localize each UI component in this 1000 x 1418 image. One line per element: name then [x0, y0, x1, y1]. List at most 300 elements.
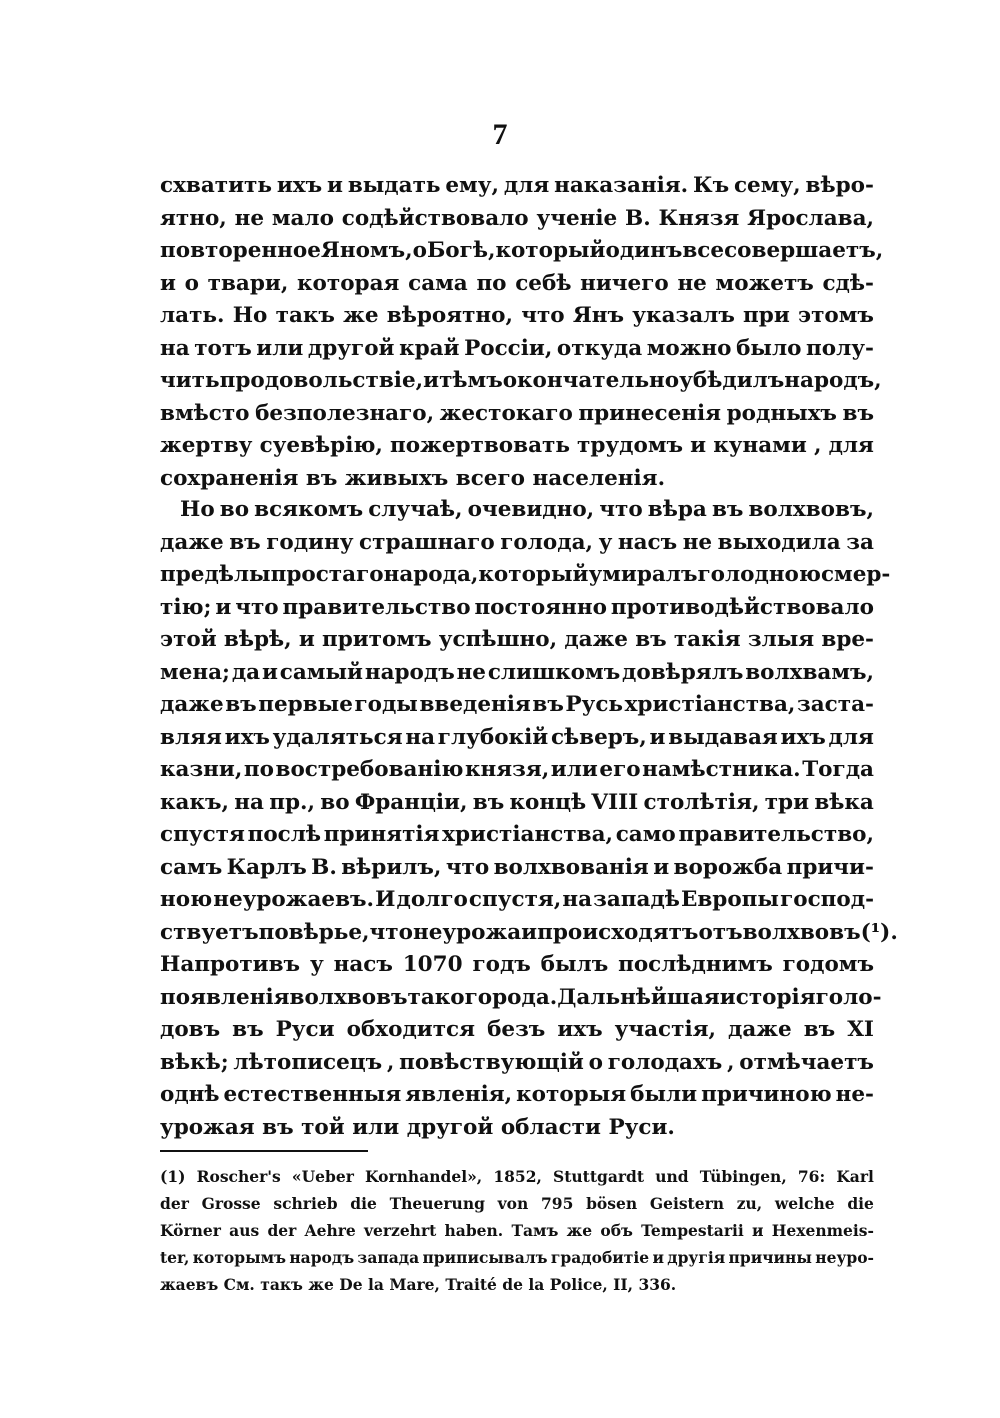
word: ною [160, 887, 213, 912]
word: на [405, 724, 436, 750]
word: въ [803, 1017, 836, 1042]
word: народа, [383, 562, 479, 587]
word: какъ, [160, 789, 229, 815]
word: объ [600, 1221, 633, 1240]
text-line [160, 787, 874, 820]
word: la [528, 1275, 550, 1294]
text-line [160, 398, 874, 431]
word: полу- [806, 335, 874, 361]
word: жестокаго [439, 400, 573, 426]
word: наказанія. [554, 173, 689, 198]
word: себѣ [515, 270, 572, 296]
word: довѣрялъ [622, 659, 744, 685]
word: годину [266, 529, 354, 555]
word: повѣствующій [399, 1049, 584, 1075]
word: сѣверъ, [550, 724, 647, 750]
word: что [235, 594, 279, 620]
word: постоянно [474, 594, 607, 620]
word: , [727, 1049, 735, 1075]
word: трудомъ [577, 433, 684, 458]
word: В. [625, 205, 651, 231]
word: und [655, 1167, 689, 1186]
word: VIII [591, 789, 639, 815]
word: на [160, 335, 190, 361]
word: исторія [719, 984, 816, 1010]
word: повѣрье, [258, 919, 370, 945]
word: первые [258, 692, 353, 717]
word: и [752, 1221, 764, 1240]
word: сдѣ- [822, 270, 874, 296]
word: народъ, [784, 368, 882, 393]
word: голо- [815, 984, 882, 1010]
text-line [160, 1079, 874, 1112]
paragraph-2 [160, 494, 898, 1144]
word: Tübingen, [699, 1167, 787, 1186]
word: противодѣйствовало [610, 594, 874, 620]
footnote-line [160, 1271, 874, 1298]
word: Карлъ [226, 854, 307, 880]
word: Руси [275, 1017, 335, 1042]
word: слишкомъ [487, 659, 621, 685]
word: , [813, 433, 822, 458]
word: области [500, 1114, 609, 1140]
word: bösen [586, 1194, 638, 1213]
word: и [690, 433, 707, 458]
word: все [682, 238, 725, 263]
word: 76: [797, 1167, 826, 1186]
word: для [503, 173, 550, 198]
word: тію; [160, 594, 212, 620]
word: haben. [444, 1221, 504, 1240]
word: der [160, 1194, 189, 1213]
word: этомъ [798, 303, 874, 328]
word: безъ [487, 1017, 546, 1042]
word: вѣрилъ, [341, 854, 442, 880]
word: Traité [445, 1275, 503, 1294]
text-line [160, 365, 882, 398]
word: лѣтописецъ [233, 1049, 383, 1075]
word: принятія [323, 822, 440, 847]
word: пр., [269, 789, 315, 815]
word: ter, [160, 1248, 190, 1267]
word: концѣ [509, 789, 587, 815]
text-line [160, 430, 874, 463]
word: появленія [160, 984, 290, 1010]
word: ихъ [780, 724, 826, 750]
word: схватить [160, 173, 272, 198]
word: Kornhandel», [365, 1167, 483, 1186]
word: за [846, 529, 874, 555]
word: успѣшно, [438, 627, 558, 652]
text-line [160, 819, 874, 852]
text-line [160, 527, 874, 560]
word: волхвовъ [289, 984, 408, 1010]
word: три [764, 789, 810, 815]
word: князя, [464, 757, 550, 782]
text-line [160, 1047, 874, 1080]
word: обходится [346, 1017, 476, 1042]
text-line [160, 754, 874, 787]
text-line [160, 982, 882, 1015]
word: причиною [701, 1082, 832, 1107]
word: повторенное [160, 238, 321, 263]
word: на [562, 887, 593, 912]
word: и [649, 724, 666, 750]
word: Karl [836, 1167, 874, 1186]
word: участія, [614, 1017, 717, 1042]
text-line [160, 170, 874, 203]
word: De [339, 1275, 368, 1294]
word: волхвовъ, [748, 497, 874, 522]
word: приписывалъ [422, 1248, 548, 1267]
word: Grosse [201, 1194, 261, 1213]
word: столѣтія, [643, 789, 760, 815]
word: жаевъ [160, 1275, 224, 1294]
page-number: 7 [492, 118, 508, 151]
word: Tempestarii [641, 1221, 744, 1240]
text-line [160, 333, 874, 366]
word: Къ [693, 173, 730, 198]
word: послѣднимъ [618, 952, 773, 977]
word: (¹). [860, 919, 898, 945]
word: на [234, 789, 264, 815]
word: сохраненія [160, 465, 306, 491]
word: и [160, 270, 176, 296]
word: чить [160, 368, 220, 393]
word: въ [635, 627, 667, 652]
word: же [566, 1221, 593, 1240]
word: не [682, 529, 713, 555]
word: Богѣ, [426, 238, 496, 263]
word: 795 [541, 1194, 574, 1213]
word: ихъ [557, 1017, 603, 1042]
word: совершаетъ, [724, 238, 884, 263]
word: и [261, 659, 278, 685]
word: содѣйствовало [341, 205, 529, 231]
word: всего [455, 465, 533, 491]
word: само [615, 822, 676, 847]
word: и [326, 173, 343, 198]
word: zu, [736, 1194, 763, 1213]
text-line [160, 1112, 874, 1145]
word: при [743, 303, 790, 328]
word: Geistern [649, 1194, 725, 1213]
word: Напротивъ [160, 952, 301, 977]
word: безполезнаго, [255, 400, 435, 426]
text-line [160, 884, 874, 917]
word: правительство, [678, 822, 874, 847]
word: ничего [580, 270, 669, 296]
word: другой [307, 335, 395, 361]
word: die [847, 1194, 874, 1213]
word: который [495, 238, 606, 263]
word: сама [408, 270, 468, 296]
word: aus [229, 1221, 260, 1240]
word: твари, [207, 270, 289, 296]
word: продовольствіе [219, 368, 416, 393]
word: такъ [260, 1275, 309, 1294]
word: , [415, 368, 424, 393]
word: по [243, 757, 274, 782]
word: или [550, 757, 598, 782]
word: Россіи, [464, 335, 553, 361]
word: 336. [638, 1275, 677, 1294]
word: Франціи, [354, 789, 468, 815]
text-line [160, 203, 874, 236]
word: тѣмъ [439, 368, 503, 393]
word: verzehrt [363, 1221, 437, 1240]
word: 1070 [402, 952, 463, 977]
word: рода. [492, 984, 558, 1010]
word: не- [835, 1082, 874, 1107]
word: родныхъ [726, 400, 837, 426]
word: кунами [713, 433, 807, 458]
word: отмѣчаетъ [739, 1049, 874, 1075]
word: же [343, 303, 379, 328]
word: von [497, 1194, 529, 1213]
word: такъ [275, 303, 335, 328]
word: , [386, 1049, 395, 1075]
word: вѣроятно, [386, 303, 513, 328]
word: выдавая [668, 724, 778, 750]
text-line [160, 657, 874, 690]
word: происходятъ [537, 919, 699, 945]
word: причи- [786, 854, 874, 880]
word: окончательно [502, 368, 680, 393]
word: что [599, 497, 643, 522]
footnote-line [160, 1163, 874, 1190]
word: ихъ [276, 173, 323, 198]
word: не [677, 270, 707, 296]
word: очевидно, [467, 497, 595, 522]
word: мена; [160, 659, 230, 685]
word: правительство [282, 594, 471, 620]
word: пожертвовать [390, 433, 570, 458]
word: что [521, 303, 565, 328]
word: мало [271, 205, 334, 231]
word: Русь [565, 692, 624, 717]
word: который [478, 562, 589, 587]
word: же [308, 1275, 340, 1294]
word: (1) [160, 1167, 186, 1186]
word: Но [232, 303, 268, 328]
text-line [160, 592, 874, 625]
word: можно [646, 335, 732, 361]
word: о [412, 238, 427, 263]
word: Янъ [572, 303, 625, 328]
word: причины [728, 1248, 812, 1267]
word: да [231, 659, 261, 685]
word: край [399, 335, 460, 361]
word: населенія. [532, 465, 666, 491]
word: XI [847, 1017, 874, 1042]
word: въ [232, 1017, 264, 1042]
word: запада [357, 1248, 420, 1267]
word: такого [407, 984, 493, 1010]
word: другой [406, 1114, 501, 1140]
text-line [160, 917, 898, 950]
word: что [369, 919, 413, 945]
word: И [375, 887, 396, 912]
word: не [456, 659, 486, 685]
word: долго [396, 887, 468, 912]
word: der [267, 1221, 297, 1240]
text-line [160, 624, 874, 657]
text-line [160, 1014, 874, 1047]
word: насъ [617, 529, 678, 555]
word: Hexenmeis- [771, 1221, 874, 1240]
word: намѣстника. [642, 757, 801, 782]
word: II, [613, 1275, 639, 1294]
word: той [301, 1114, 353, 1140]
word: западѣ [593, 887, 680, 912]
word: во [219, 497, 250, 522]
word: во [320, 789, 350, 815]
word: принесенія [578, 400, 722, 426]
word: заста- [797, 692, 874, 717]
word: годы [354, 692, 418, 717]
word: явленія, [405, 1082, 513, 1107]
word: сему, [733, 173, 801, 198]
word: его [599, 757, 641, 782]
text-line [160, 722, 874, 755]
word: притомъ [321, 627, 432, 652]
word: которымъ [192, 1248, 286, 1267]
word: волхвамъ, [745, 659, 874, 685]
word: которыя [516, 1082, 627, 1107]
word: указалъ [632, 303, 735, 328]
word: умиралъ [588, 562, 698, 587]
word: предѣлы [160, 562, 271, 587]
paragraph-1 [160, 170, 884, 495]
word: самъ [160, 854, 223, 880]
word: вѣро- [805, 173, 874, 198]
word: было [736, 335, 802, 361]
word: вляя [160, 724, 222, 750]
word: ствуетъ [160, 919, 259, 945]
word: всякомъ [254, 497, 364, 522]
text-line [160, 689, 874, 722]
word: въ [225, 692, 257, 717]
word: вмѣсто [160, 400, 250, 426]
word: довъ [160, 1017, 221, 1042]
word: самый [279, 659, 363, 685]
word: голодною [697, 562, 821, 587]
word: Stuttgardt [553, 1167, 645, 1186]
word: откуда [556, 335, 643, 361]
text-line [160, 559, 891, 592]
word: урожая [160, 1114, 263, 1140]
word: которая [297, 270, 400, 296]
word: Aehre [304, 1221, 356, 1240]
word: В. [311, 854, 337, 880]
word: Тогда [802, 757, 874, 782]
word: тотъ [194, 335, 252, 361]
word: послѣ [247, 822, 322, 847]
word: глубокій [437, 724, 549, 750]
word: la [367, 1275, 390, 1294]
footnote [160, 1163, 874, 1298]
word: Roscher's [196, 1167, 281, 1186]
word: не [234, 205, 265, 231]
word: такія [673, 627, 741, 652]
word: у [309, 952, 324, 977]
word: въ [229, 529, 261, 555]
word: смер- [820, 562, 891, 587]
word: schrieb [273, 1194, 338, 1213]
word: о [184, 270, 199, 296]
word: для [828, 724, 874, 750]
word: Но [180, 497, 215, 522]
word: господ- [780, 887, 874, 912]
word: и [423, 368, 440, 393]
word: вѣрѣ, [223, 627, 292, 652]
word: въ [711, 497, 744, 522]
word: Руси. [608, 1114, 675, 1140]
word: вре- [821, 627, 874, 652]
footnote-line [160, 1217, 874, 1244]
word: волхвованія [493, 854, 649, 880]
word: голодахъ [607, 1049, 723, 1075]
word: ихъ [224, 724, 270, 750]
word: живыхъ [344, 465, 456, 491]
text-line [160, 949, 874, 982]
word: отъ [698, 919, 743, 945]
word: Дальнѣйшая [557, 984, 720, 1010]
word: Mare, [389, 1275, 446, 1294]
word: простаго [270, 562, 384, 587]
word: о [588, 1049, 603, 1075]
word: Theuerung [389, 1194, 485, 1213]
word: и [653, 854, 670, 880]
word: годомъ [782, 952, 874, 977]
word: по [476, 270, 507, 296]
word: лать. [160, 303, 225, 328]
word: народъ [364, 659, 455, 685]
word: другія [667, 1248, 726, 1267]
text-line [160, 494, 874, 527]
word: неурожаевъ. [213, 887, 374, 912]
word: вѣра [647, 497, 707, 522]
word: введенія [419, 692, 531, 717]
word: насъ [333, 952, 393, 977]
word: ему, [445, 173, 499, 198]
word: de [502, 1275, 529, 1294]
word: для [828, 433, 874, 458]
word: въ [532, 692, 564, 717]
word: неуро- [815, 1248, 874, 1267]
word: годъ [472, 952, 531, 977]
word: Европы [680, 887, 779, 912]
word: даже [160, 529, 224, 555]
word: были [630, 1082, 698, 1107]
word: 1852, [493, 1167, 542, 1186]
text-line [160, 463, 874, 496]
word: востребованію [275, 757, 464, 782]
text-line [160, 235, 884, 268]
footnote-line [160, 1190, 874, 1217]
word: этой [160, 627, 217, 652]
word: казни, [160, 757, 243, 782]
word: суевѣрію, [259, 433, 383, 458]
word: былъ [540, 952, 609, 977]
word: и [652, 1248, 664, 1267]
word: жертву [160, 433, 253, 458]
word: что [445, 854, 490, 880]
word: и [215, 594, 232, 620]
word: одинъ [605, 238, 683, 263]
word: однѣ [160, 1082, 220, 1107]
